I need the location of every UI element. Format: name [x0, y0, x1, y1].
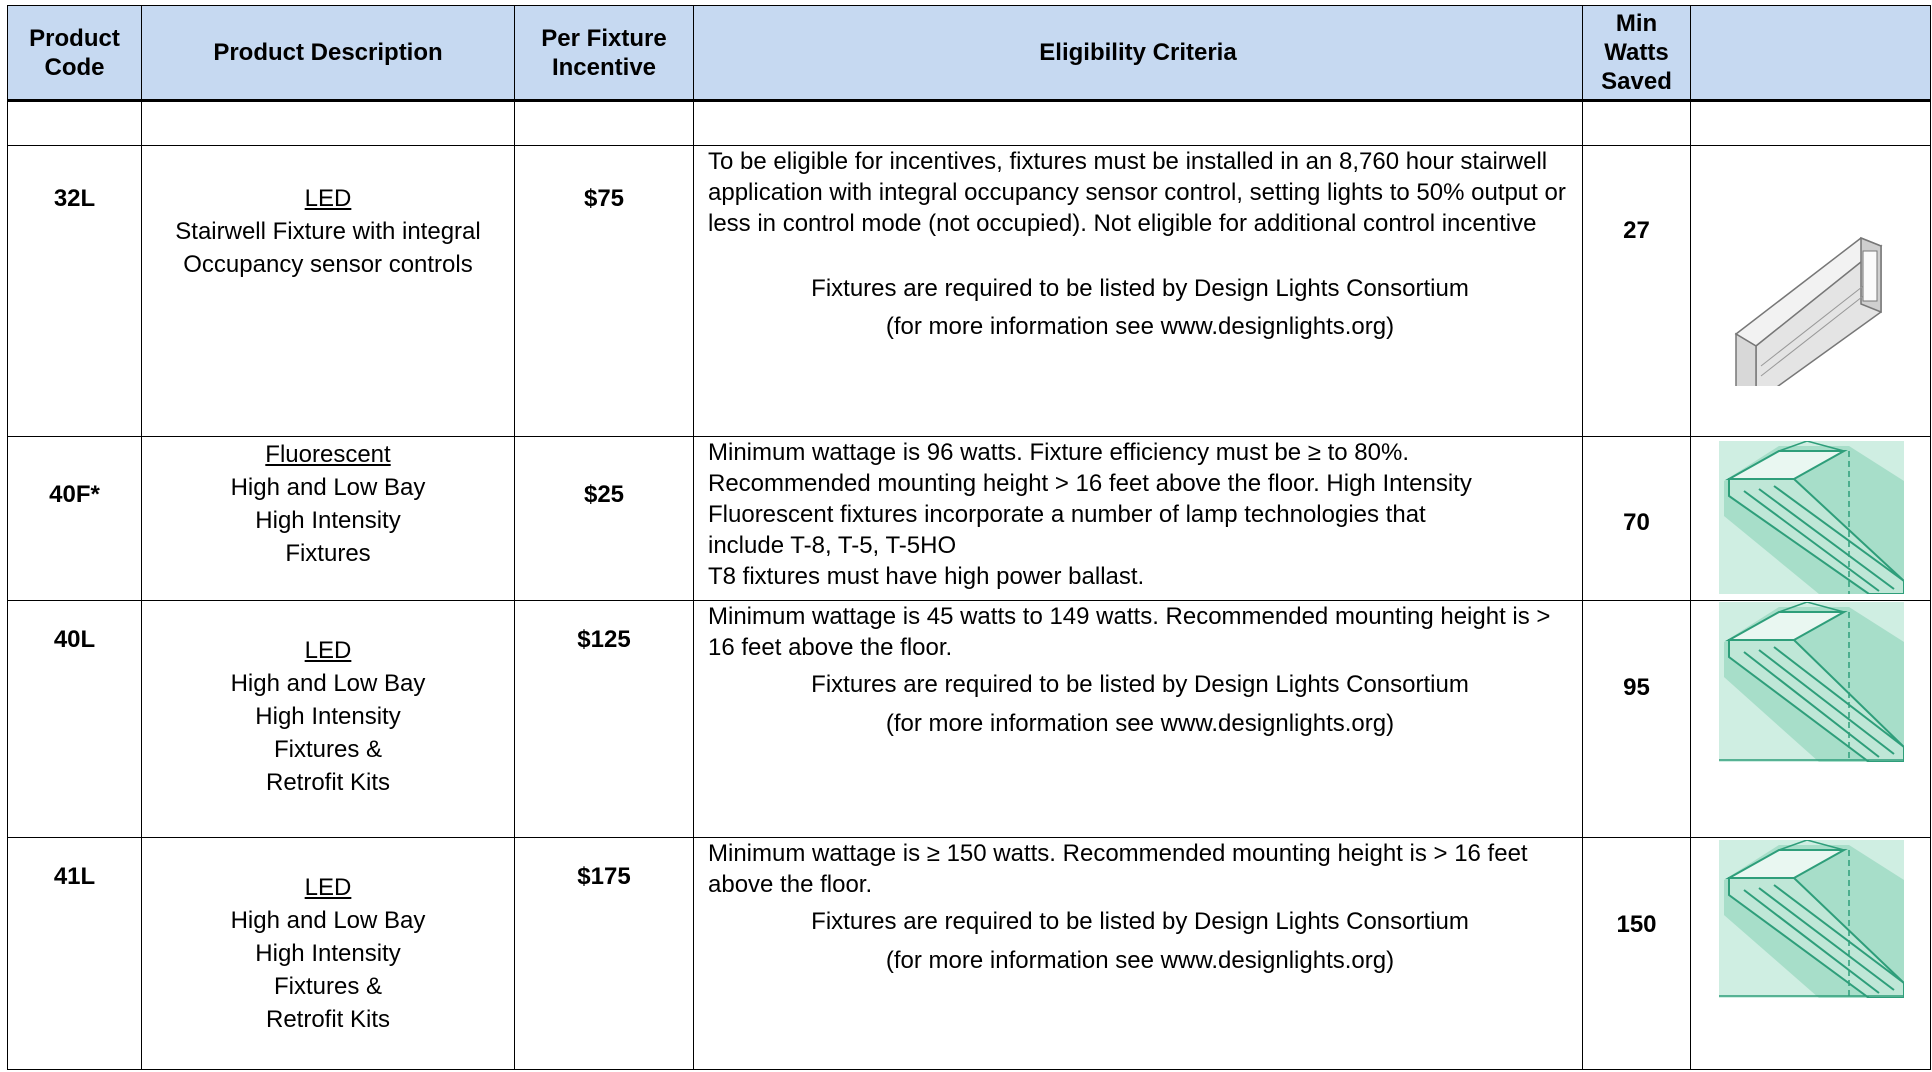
description-line: Fixtures — [285, 540, 371, 567]
incentive-table — [7, 5, 1931, 1070]
high-bay-fixture-image — [1719, 840, 1904, 998]
product-description — [142, 146, 515, 437]
description-line: High and Low Bay — [230, 670, 426, 697]
high-bay-fixture-image — [1719, 441, 1904, 594]
eligibility-criteria — [694, 601, 1583, 838]
fixture-image-cell — [1691, 601, 1931, 838]
led-stairwell-fixture-image — [1731, 216, 1891, 386]
header-min-watts-saved: Min Watts Saved — [1583, 6, 1691, 101]
criteria-text: Minimum wattage is ≥ 150 watts. Recommended mounting height is > 16 feet above the floor. — [708, 840, 1528, 898]
description-line: High Intensity — [255, 703, 401, 730]
fixture-image-cell — [1691, 437, 1931, 601]
dlc-requirement: Fixtures are required to be listed by Design Lights Consortium — [811, 275, 1469, 302]
product-description — [142, 601, 515, 838]
high-bay-fixture-image — [1719, 602, 1904, 762]
dlc-info-link: (for more information see www.designlights.org) — [885, 947, 1395, 974]
description-line: Fixtures & — [273, 736, 383, 763]
table-row — [8, 838, 1931, 1070]
technology-label: Fluorescent — [265, 441, 391, 468]
criteria-line: Recommended mounting height > 16 feet above the floor. High Intensity — [708, 470, 1472, 497]
description-line: High Intensity — [255, 507, 401, 534]
product-code: 32L — [8, 146, 142, 437]
description-line: Retrofit Kits — [265, 1006, 391, 1033]
technology-label: LED — [304, 637, 352, 664]
min-watts-saved: 27 — [1583, 146, 1691, 437]
dlc-info-link: (for more information see www.designlights.org) — [885, 313, 1395, 340]
dlc-requirement: Fixtures are required to be listed by Design Lights Consortium — [811, 671, 1469, 698]
description-line: Occupancy sensor controls — [183, 251, 473, 278]
eligibility-criteria — [694, 146, 1583, 437]
header-image — [1691, 6, 1931, 101]
criteria-line: Fluorescent fixtures incorporate a number of lamp technologies that — [708, 501, 1426, 528]
description-line: High Intensity — [255, 940, 401, 967]
description-line: Fixtures & — [273, 973, 383, 1000]
criteria-text: Minimum wattage is 45 watts to 149 watts. Recommended mounting height is > 16 feet above the floor. — [708, 603, 1551, 661]
criteria-line: Minimum wattage is 96 watts. Fixture efficiency must be ≥ to 80%. — [708, 439, 1410, 466]
table-row — [8, 601, 1931, 838]
min-watts-saved: 95 — [1583, 601, 1691, 838]
header-row — [8, 6, 1931, 101]
criteria-text: To be eligible for incentives, fixtures must be installed in an 8,760 hour stairwell application with integral occupancy sensor control, setting lights to 50% output or less in control mode (not occupied). Not eligible for additional control incentive — [708, 148, 1566, 237]
min-watts-saved: 150 — [1583, 838, 1691, 1070]
spacer-row — [8, 101, 1931, 146]
description-line: High and Low Bay — [230, 474, 426, 501]
product-description — [142, 437, 515, 601]
eligibility-criteria — [694, 437, 1583, 601]
header-eligibility-criteria: Eligibility Criteria — [694, 6, 1583, 101]
product-code: 41L — [8, 838, 142, 1070]
description-line: High and Low Bay — [230, 907, 426, 934]
incentive-amount: $25 — [515, 437, 694, 601]
product-description — [142, 838, 515, 1070]
description-line: Stairwell Fixture with integral — [175, 218, 481, 245]
eligibility-criteria — [694, 838, 1583, 1070]
fixture-image-cell — [1691, 146, 1931, 437]
header-per-fixture-incentive: Per Fixture Incentive — [515, 6, 694, 101]
product-code: 40L — [8, 601, 142, 838]
table-row — [8, 146, 1931, 437]
table-row — [8, 437, 1931, 601]
incentive-amount: $125 — [515, 601, 694, 838]
incentive-amount: $175 — [515, 838, 694, 1070]
min-watts-saved: 70 — [1583, 437, 1691, 601]
dlc-info-link: (for more information see www.designlights.org) — [885, 710, 1395, 737]
dlc-requirement: Fixtures are required to be listed by Design Lights Consortium — [811, 908, 1469, 935]
incentive-amount: $75 — [515, 146, 694, 437]
technology-label: LED — [304, 185, 352, 212]
criteria-line: include T-8, T-5, T-5HO — [708, 532, 957, 559]
technology-label: LED — [304, 874, 352, 901]
fixture-image-cell — [1691, 838, 1931, 1070]
criteria-line: T8 fixtures must have high power ballast. — [708, 563, 1145, 590]
header-product-description: Product Description — [142, 6, 515, 101]
product-code: 40F* — [8, 437, 142, 601]
header-product-code: Product Code — [8, 6, 142, 101]
description-line: Retrofit Kits — [265, 769, 391, 796]
